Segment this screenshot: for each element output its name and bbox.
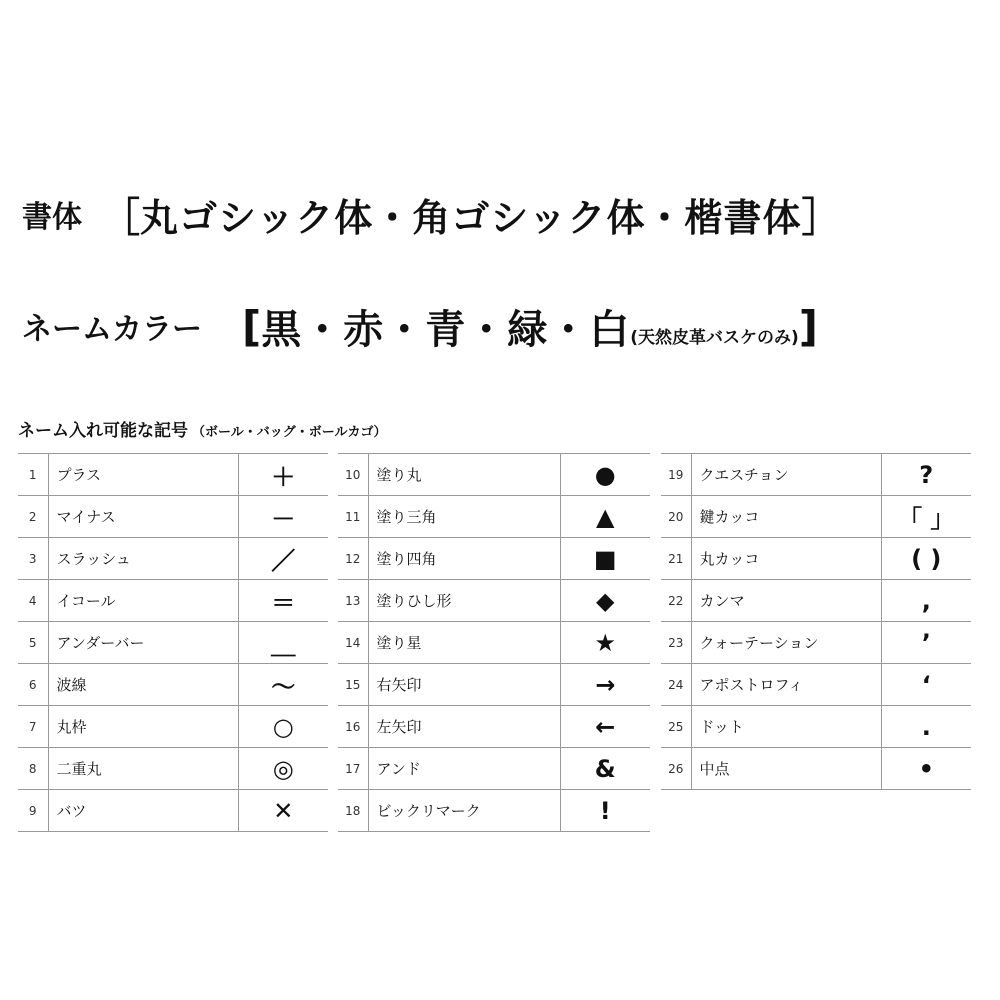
symbol-glyph: ＿ [238, 622, 328, 664]
symbol-name: 鍵カッコ [691, 496, 881, 538]
symbol-glyph: － [238, 496, 328, 538]
font-options-value: 丸ゴシック体・角ゴシック体・楷書体 [140, 195, 802, 240]
symbol-name: 波線 [48, 664, 238, 706]
symbol-row [18, 748, 328, 790]
symbol-glyph: ← [560, 706, 650, 748]
symbol-glyph: ＝ [238, 580, 328, 622]
symbol-name: クォーテーション [691, 622, 881, 664]
symbol-row [338, 748, 650, 790]
symbol-number: 20 [661, 496, 691, 538]
symbol-name: 塗り丸 [368, 454, 560, 496]
symbol-glyph: ～ [238, 664, 328, 706]
symbol-number: 12 [338, 538, 368, 580]
symbol-glyph: ★ [560, 622, 650, 664]
symbol-row [18, 454, 328, 496]
symbol-row [661, 538, 971, 580]
symbol-table-2 [338, 453, 650, 832]
symbol-glyph: ● [560, 454, 650, 496]
symbols-heading [18, 416, 386, 441]
symbol-glyph: → [560, 664, 650, 706]
symbol-glyph: ◆ [560, 580, 650, 622]
symbol-glyph: ’ [881, 622, 971, 664]
symbol-number: 25 [661, 706, 691, 748]
symbol-number: 1 [18, 454, 48, 496]
symbol-name: 丸枠 [48, 706, 238, 748]
symbol-number: 7 [18, 706, 48, 748]
symbol-glyph: ✕ [238, 790, 328, 832]
symbol-glyph: ■ [560, 538, 650, 580]
symbol-number: 22 [661, 580, 691, 622]
symbol-name: カンマ [691, 580, 881, 622]
font-options-line [22, 182, 841, 246]
symbol-number: 15 [338, 664, 368, 706]
name-color-options-line [22, 294, 818, 358]
symbol-row [661, 622, 971, 664]
symbol-row [661, 580, 971, 622]
symbol-glyph: . [881, 706, 971, 748]
symbol-row [338, 580, 650, 622]
symbol-number: 4 [18, 580, 48, 622]
symbol-glyph: ／ [238, 538, 328, 580]
symbol-glyph: ‘ [881, 664, 971, 706]
name-color-label: ネームカラー [22, 312, 202, 347]
symbol-number: 23 [661, 622, 691, 664]
symbol-name: 右矢印 [368, 664, 560, 706]
symbol-name: 塗りひし形 [368, 580, 560, 622]
symbol-row [18, 622, 328, 664]
symbol-row [661, 664, 971, 706]
symbol-number: 16 [338, 706, 368, 748]
symbol-glyph: ○ [238, 706, 328, 748]
symbol-row [18, 790, 328, 832]
symbol-number: 13 [338, 580, 368, 622]
symbol-table-3 [661, 453, 971, 790]
symbol-name: クエスチョン [691, 454, 881, 496]
color-white-note: (天然皮革バスケのみ) [630, 328, 799, 348]
symbol-row [18, 538, 328, 580]
symbol-glyph: , [881, 580, 971, 622]
symbol-row [661, 496, 971, 538]
symbol-glyph: & [560, 748, 650, 790]
symbol-number: 10 [338, 454, 368, 496]
symbol-name: 二重丸 [48, 748, 238, 790]
symbol-name: アンド [368, 748, 560, 790]
symbol-name: 塗り四角 [368, 538, 560, 580]
symbol-number: 19 [661, 454, 691, 496]
color-options-value: 黒・赤・青・緑・白 [261, 306, 631, 353]
symbol-number: 18 [338, 790, 368, 832]
symbol-row [338, 496, 650, 538]
symbol-name: 左矢印 [368, 706, 560, 748]
symbol-name: ビックリマーク [368, 790, 560, 832]
symbol-name: アポストロフィ [691, 664, 881, 706]
symbol-number: 5 [18, 622, 48, 664]
color-close-bracket: ] [798, 301, 818, 351]
font-open-bracket: ［ [100, 194, 140, 241]
symbol-number: 24 [661, 664, 691, 706]
symbol-number: 14 [338, 622, 368, 664]
symbol-name: イコール [48, 580, 238, 622]
symbol-row [338, 538, 650, 580]
font-label: 書体 [22, 200, 82, 235]
symbol-number: 6 [18, 664, 48, 706]
color-open-bracket: [ [242, 301, 262, 351]
symbol-row [661, 706, 971, 748]
symbol-name: プラス [48, 454, 238, 496]
symbol-name: 中点 [691, 748, 881, 790]
symbols-heading-sub: （ボール・バッグ・ボールカゴ） [192, 425, 387, 440]
symbol-row [661, 748, 971, 790]
symbol-number: 11 [338, 496, 368, 538]
symbol-row [18, 496, 328, 538]
symbol-number: 8 [18, 748, 48, 790]
symbol-name: 塗り星 [368, 622, 560, 664]
symbol-glyph: ! [560, 790, 650, 832]
symbol-row [661, 454, 971, 496]
font-close-bracket: ］ [801, 194, 842, 241]
symbol-name: ドット [691, 706, 881, 748]
symbol-row [338, 454, 650, 496]
symbol-number: 26 [661, 748, 691, 790]
symbol-number: 2 [18, 496, 48, 538]
symbols-heading-main: ネーム入れ可能な記号 [18, 421, 188, 441]
symbol-name: 丸カッコ [691, 538, 881, 580]
symbol-glyph: ＋ [238, 454, 328, 496]
symbol-glyph: • [881, 748, 971, 790]
symbol-number: 17 [338, 748, 368, 790]
symbol-name: スラッシュ [48, 538, 238, 580]
symbol-name: 塗り三角 [368, 496, 560, 538]
symbol-row [18, 664, 328, 706]
symbol-name: アンダーバー [48, 622, 238, 664]
symbol-glyph: ( ) [881, 538, 971, 580]
symbol-row [18, 706, 328, 748]
symbol-row [338, 664, 650, 706]
symbol-table-1 [18, 453, 328, 832]
symbol-row [338, 706, 650, 748]
symbol-number: 21 [661, 538, 691, 580]
symbol-number: 3 [18, 538, 48, 580]
symbol-row [18, 580, 328, 622]
symbol-row [338, 790, 650, 832]
symbol-glyph: ◎ [238, 748, 328, 790]
symbol-name: バツ [48, 790, 238, 832]
symbol-number: 9 [18, 790, 48, 832]
symbol-glyph: ? [881, 454, 971, 496]
symbol-glyph: ▲ [560, 496, 650, 538]
symbol-name: マイナス [48, 496, 238, 538]
symbol-glyph: 「 」 [881, 496, 971, 538]
symbol-row [338, 622, 650, 664]
